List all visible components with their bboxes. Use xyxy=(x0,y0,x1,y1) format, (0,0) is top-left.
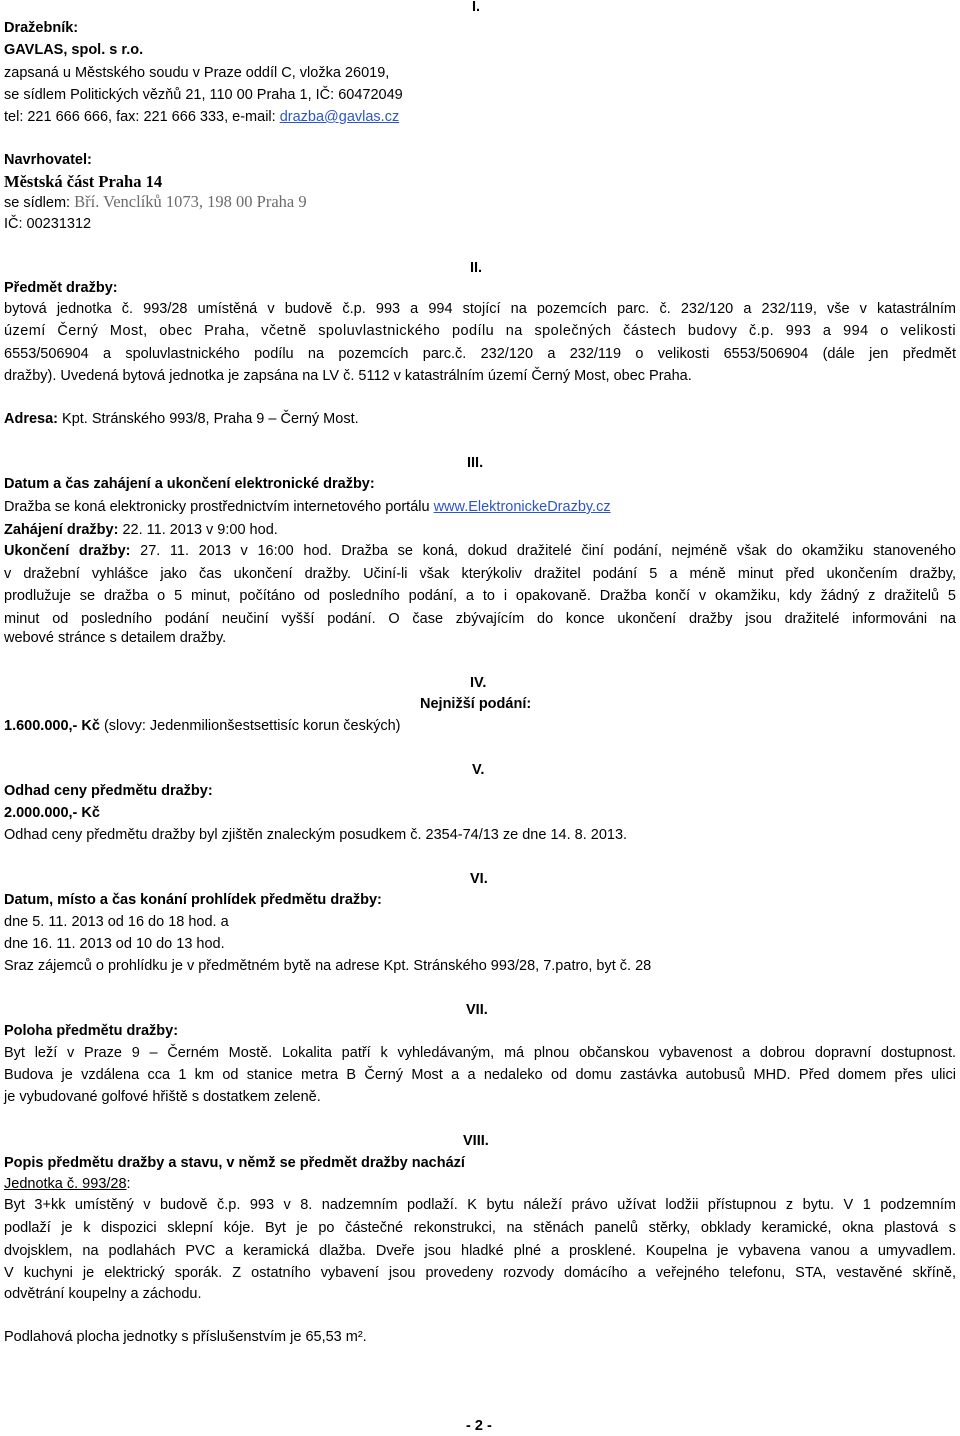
section-ii-line1: bytová jednotka č. 993/28 umístěná v budově č.p. 993 a 994 stojící na pozemcích parc. č. 232/120 a 232/119, vše v katastrálním xyxy=(4,301,956,317)
proposer-ic: IČ: 00231312 xyxy=(4,216,92,232)
minimum-bid-words: (slovy: Jedenmilionšestsettisíc korun českých) xyxy=(99,718,401,734)
unit-label: Jednotka č. 993/28 xyxy=(4,1176,127,1192)
end-label: Ukončení dražby: xyxy=(4,543,131,559)
end-value: 27. 11. 2013 v 16:00 hod. xyxy=(130,543,332,559)
section-iii-line5: webové stránce s detailem dražby. xyxy=(4,630,227,646)
auctioneer-label: Dražebník: xyxy=(4,20,79,36)
auctioneer-contact xyxy=(4,107,399,127)
proposer-seat-label: se sídlem: xyxy=(4,195,75,211)
section-viii-line1: Byt 3+kk umístěný v budově č.p. 993 v 8. nadzemním podlaží. K bytu náleží právo užívat lodžii přístupnou z bytu. V 1 podzemním xyxy=(4,1197,956,1213)
minimum-bid xyxy=(4,716,401,736)
start-label: Zahájení dražby: xyxy=(4,522,119,538)
address xyxy=(4,409,359,429)
end-text: Dražba se koná, dokud dražitelé činí podání, nejméně však do okamžiku stanoveného xyxy=(331,543,956,559)
email-link[interactable]: drazba@gavlas.cz xyxy=(279,109,400,125)
section-iv-label: Nejnižší podání: xyxy=(420,696,532,712)
viewing-date-2: dne 16. 11. 2013 od 10 do 13 hod. xyxy=(4,936,225,952)
auctioneer-name: GAVLAS, spol. s r.o. xyxy=(4,42,144,58)
auctioneer-seat: se sídlem Politických vězňů 21, 110 00 Praha 1, IČ: 60472049 xyxy=(4,87,403,103)
address-label: Adresa: xyxy=(4,411,58,427)
minimum-bid-amount: 1.600.000,- Kč xyxy=(4,718,100,734)
roman-i: I. xyxy=(472,0,481,15)
contact-text: tel: 221 666 666, fax: 221 666 333, e-mail: xyxy=(4,109,280,125)
roman-vii: VII. xyxy=(466,1002,488,1018)
end-line xyxy=(4,540,956,563)
section-vii-label: Poloha předmětu dražby: xyxy=(4,1023,179,1039)
roman-iii: III. xyxy=(467,455,484,471)
roman-vi: VI. xyxy=(470,871,488,887)
portal-line xyxy=(4,497,611,517)
proposer-seat xyxy=(4,192,307,213)
section-iii-label: Datum a čas zahájení a ukončení elektronické dražby: xyxy=(4,476,375,492)
section-ii-line2: území Černý Most, obec Praha, včetně spoluvlastnického podílu na společných částech budovy č.p. 993 a 994 o velikosti xyxy=(4,323,956,339)
section-vi-label: Datum, místo a čas konání prohlídek předmětu dražby: xyxy=(4,892,382,908)
estimate-amount: 2.000.000,- Kč xyxy=(4,805,100,821)
section-iii-line3: prodlužuje se dražba o 5 minut, počítáno od posledního podání, a to i opakovaně. Dražba končí v okamžiku, kdy žádný z dražitelů 5 xyxy=(4,588,956,604)
address-value: Kpt. Stránského 993/8, Praha 9 – Černý Most. xyxy=(58,411,359,427)
proposer-seat-value: Bří. Venclíků 1073, 198 00 Praha 9 xyxy=(74,192,307,211)
auctioneer-registry: zapsaná u Městského soudu v Praze oddíl C, vložka 26019, xyxy=(4,65,390,81)
section-viii-line5: odvětrání koupelny a záchodu. xyxy=(4,1286,202,1302)
page-number: - 2 - xyxy=(466,1418,492,1434)
unit-label-line xyxy=(4,1174,131,1194)
roman-iv: IV. xyxy=(470,675,487,691)
viewing-date-1: dne 5. 11. 2013 od 16 do 18 hod. a xyxy=(4,914,229,930)
section-iii-line2: v dražební vyhlášce jako čas ukončení dražby. Učiní-li však kterýkoliv dražitel podání 5 a méně minut před ukončením dražby, xyxy=(4,566,956,582)
floor-area: Podlahová plocha jednotky s příslušenstvím je 65,53 m². xyxy=(4,1329,367,1345)
section-viii-line4: V kuchyni je elektrický sporák. Z ostatního vybavení jsou provedeny rozvody domácího a veřejného telefonu, STA, vestavěné skříně, xyxy=(4,1265,956,1281)
estimate-text: Odhad ceny předmětu dražby byl zjištěn znaleckým posudkem č. 2354-74/13 ze dne 14. 8. 2013. xyxy=(4,827,628,843)
section-ii-label: Předmět dražby: xyxy=(4,280,118,296)
roman-ii: II. xyxy=(470,260,483,276)
section-ii-line4: dražby). Uvedená bytová jednotka je zapsána na LV č. 5112 v katastrálním území Černý Most, obec Praha. xyxy=(4,368,692,384)
section-viii-line2: podlaží je k dispozici sklepní kóje. Byt je po částečné rekonstrukci, na stěnách panelů stěrky, obklady keramické, okna plastová s xyxy=(4,1220,956,1236)
portal-text: Dražba se koná elektronicky prostřednictvím internetového portálu xyxy=(4,499,434,515)
roman-v: V. xyxy=(472,762,485,778)
section-v-label: Odhad ceny předmětu dražby: xyxy=(4,783,213,799)
start-value: 22. 11. 2013 v 9:00 hod. xyxy=(118,522,278,538)
proposer-label: Navrhovatel: xyxy=(4,152,92,168)
viewing-meeting: Sraz zájemců o prohlídku je v předmětném bytě na adrese Kpt. Stránského 993/28, 7.patro, byt č. 28 xyxy=(4,958,652,974)
section-iii-line4: minut od posledního podání neučiní vyšší podání. O čase zbývajícím do konce ukončení dražby jsou dražitelé informováni na xyxy=(4,611,956,627)
portal-link[interactable]: www.ElektronickeDrazby.cz xyxy=(433,499,611,515)
section-vii-line1: Byt leží v Praze 9 – Černém Mostě. Lokalita patří k vyhledávaným, má plnou občanskou vybavenost a dobrou dopravní dostupnost. xyxy=(4,1045,956,1061)
unit-label-colon: : xyxy=(126,1176,131,1192)
start-line xyxy=(4,520,278,540)
section-vii-line2: Budova je vzdálena cca 1 km od stanice metra B Černý Most a a nedaleko od domu zastávka autobusů MHD. Před domem přes ulici xyxy=(4,1067,956,1083)
section-viii-label: Popis předmětu dražby a stavu, v němž se předmět dražby nachází xyxy=(4,1155,465,1171)
section-ii-line3: 6553/506904 a spoluvlastnického podílu na pozemcích parc.č. 232/120 a 232/119 o velikosti 6553/506904 (dále jen předmět xyxy=(4,346,956,362)
section-viii-line3: dvojsklem, na podlahách PVC a keramická dlažba. Dveře jsou hladké plné a prosklené. Koupelna je vybavena vanou a umyvadlem. xyxy=(4,1243,956,1259)
proposer-name: Městská část Praha 14 xyxy=(4,172,163,191)
roman-viii: VIII. xyxy=(463,1133,489,1149)
section-vii-line3: je vybudované golfové hřiště s dostatkem zeleně. xyxy=(4,1089,321,1105)
